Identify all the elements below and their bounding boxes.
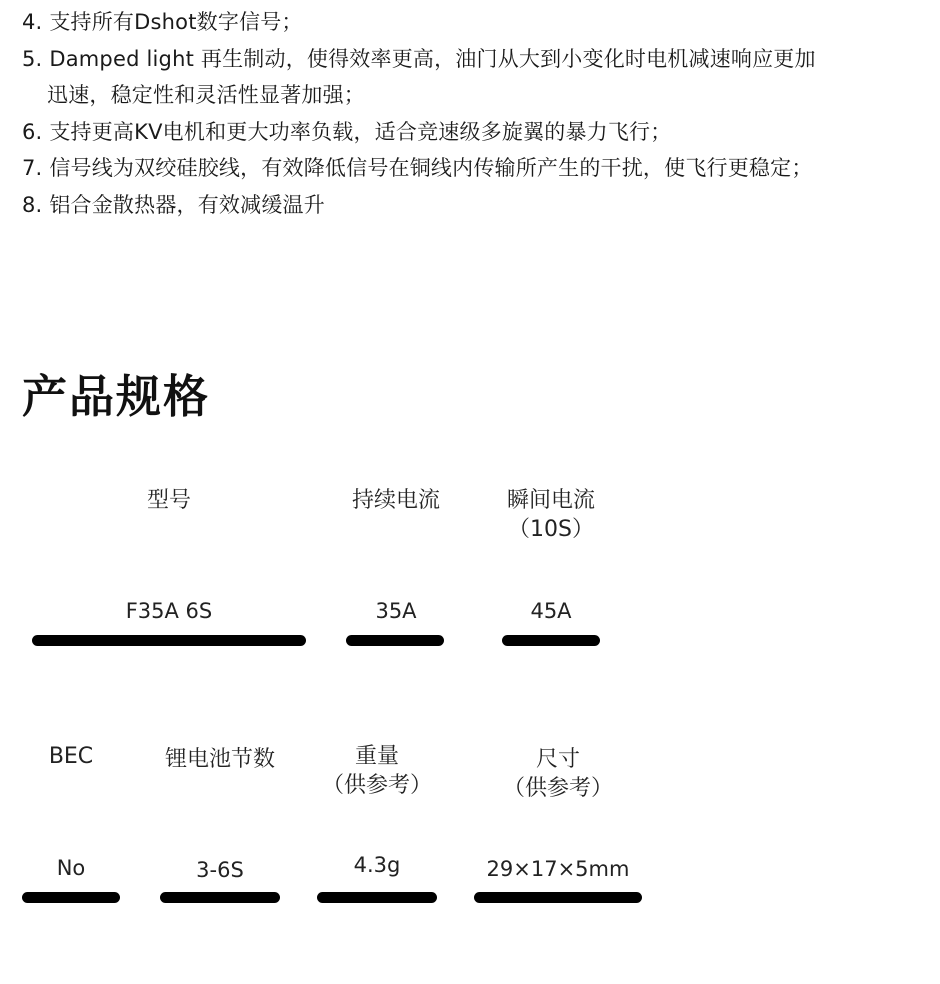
spec-value: 45A — [530, 599, 572, 623]
spec-label: BEC — [48, 744, 94, 769]
section-title-specs: 产品规格 — [22, 370, 211, 423]
feature-item-7 — [22, 150, 932, 187]
spec-value: F35A 6S — [125, 599, 213, 623]
spec-continuous-current — [336, 486, 456, 651]
spec-label: 尺寸 — [535, 747, 580, 772]
feature-text: 铝合金散热器，有效减缓温升 — [49, 192, 325, 217]
spec-value: No — [56, 856, 86, 880]
spec-value: 3-6S — [196, 858, 244, 882]
feature-item-8 — [22, 187, 932, 224]
spec-underline-bar — [317, 892, 437, 903]
spec-label-note: （供参考） — [321, 773, 432, 798]
spec-underline-bar — [502, 635, 600, 646]
feature-number: 8. — [22, 192, 43, 217]
spec-burst-current — [490, 486, 612, 651]
spec-underline-bar — [22, 892, 120, 903]
feature-list — [22, 4, 932, 223]
spec-underline-bar — [160, 892, 280, 903]
feature-text: Damped light 再生制动，使得效率更高，油门从大到小变化时电机减速响应更加 — [49, 46, 816, 71]
spec-label: 锂电池节数 — [164, 747, 275, 772]
feature-number: 4. — [22, 10, 43, 34]
spec-label: 型号 — [146, 488, 191, 513]
spec-value: 35A — [375, 599, 417, 623]
feature-number: 7. — [22, 156, 43, 180]
spec-label-note: （供参考） — [502, 776, 613, 801]
spec-weight — [316, 742, 438, 908]
spec-label: 持续电流 — [351, 488, 440, 513]
spec-dimensions — [474, 742, 642, 908]
feature-number: 6. — [22, 119, 43, 144]
spec-value: 29×17×5mm — [486, 857, 630, 881]
feature-item-6 — [22, 114, 932, 151]
spec-label: 重量 — [354, 744, 399, 769]
feature-number: 5. — [22, 46, 43, 71]
feature-text: 支持所有Dshot数字信号； — [49, 10, 303, 34]
feature-item-4 — [22, 4, 932, 41]
feature-item-5 — [22, 41, 932, 114]
spec-underline-bar — [32, 635, 306, 646]
spec-label: 瞬间电流 — [506, 488, 595, 513]
spec-value: 4.3g — [353, 853, 401, 877]
spec-label-note: （10S） — [508, 517, 594, 542]
spec-underline-bar — [474, 892, 642, 903]
spec-cell-count — [150, 742, 290, 908]
feature-text: 信号线为双绞硅胶线，有效降低信号在铜线内传输所产生的干扰，使飞行更稳定； — [49, 156, 813, 180]
spec-model — [32, 486, 306, 651]
spec-underline-bar — [346, 635, 444, 646]
spec-bec — [22, 742, 120, 908]
feature-text-continued: 迅速，稳定性和灵活性显著加强； — [47, 83, 365, 107]
feature-text: 支持更高KV电机和更大功率负载，适合竞速级多旋翼的暴力飞行； — [49, 119, 672, 144]
